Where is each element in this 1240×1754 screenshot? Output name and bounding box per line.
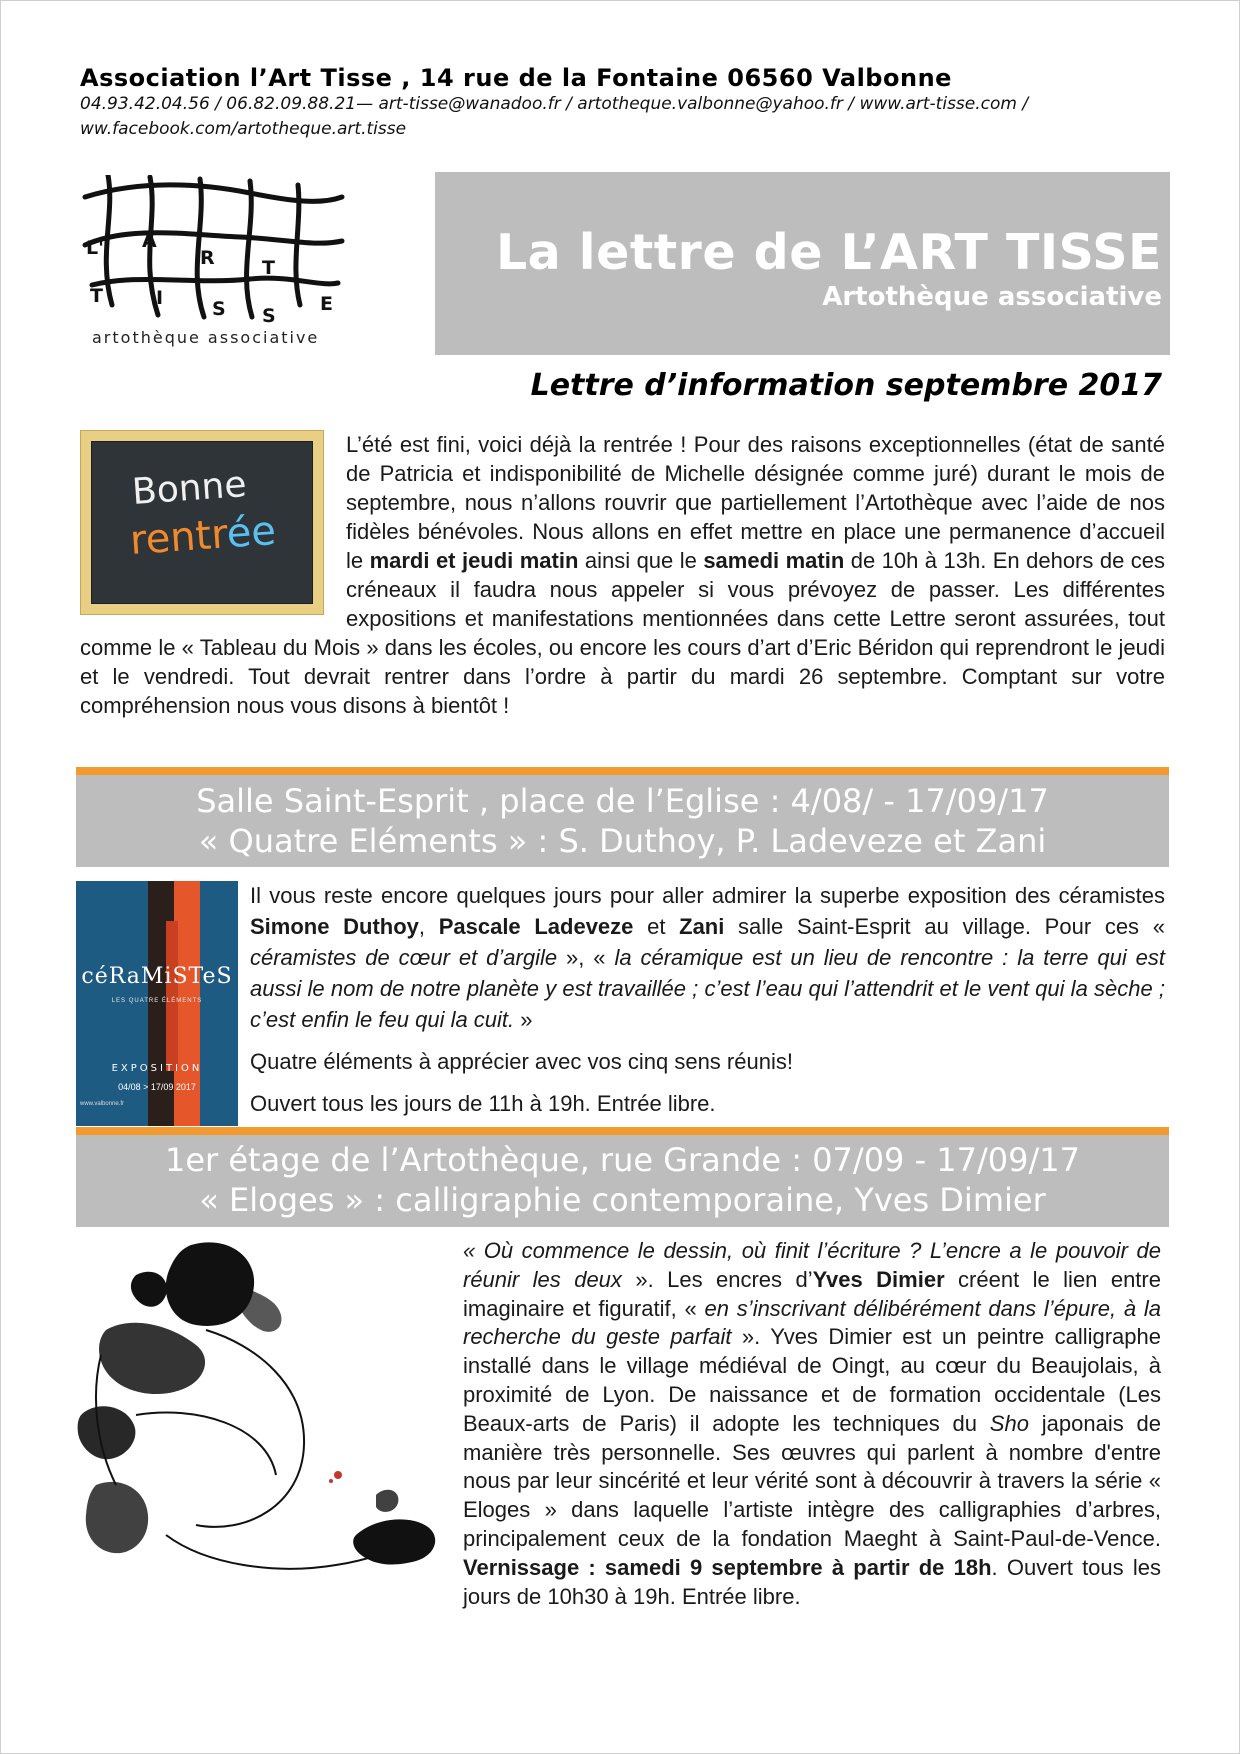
chalkboard-surface	[91, 441, 313, 604]
ceramistes-poster	[76, 881, 238, 1126]
intro-text: L’été est fini, voici déjà la rentrée ! Pour des raisons exceptionnelles (état de santé de Patricia et indisponibilité de Michelle désignée comme juré) durant le mois de septembre, nous n’allons rouvrir que partiellement l’Artothèque avec l’aide de nos fidèles bénévoles. Nous allons en effet mettre en place une permanence d’accueil le	[346, 432, 1165, 573]
text-run: ,	[418, 914, 439, 939]
text-run: », «	[557, 945, 615, 970]
exhibition-description	[76, 880, 1165, 1035]
intro-text: ainsi que le	[578, 548, 704, 573]
exhibition-tagline: Quatre éléments à apprécier avec vos cinq sens réunis!	[250, 1049, 793, 1074]
artist-name: Yves Dimier	[812, 1266, 945, 1292]
art-tisse-logo	[80, 175, 350, 355]
text-run: Il vous reste encore quelques jours pour aller admirer la superbe exposition des céramistes	[250, 883, 1165, 908]
logo-letter: T	[262, 257, 275, 279]
text-run: japonais de manière très personnelle. Ses œuvres qui parlent à nombre d'entre nous par leur sincérité et leur vérité sont à découvrir à travers la série « Eloges » dans laquelle l’artiste intègre des calligraphies d’arbres, principalement ceux de la fondation Maeght à Saint-Paul-de-Vence.	[463, 1410, 1161, 1551]
title-banner	[435, 172, 1170, 355]
newsletter-title: La lettre de L’ART TISSE	[495, 224, 1162, 281]
exhibition-hours: Ouvert tous les jours de 11h à 19h. Entrée libre.	[250, 1091, 716, 1116]
newsletter-subtitle: Artothèque associative	[822, 282, 1162, 312]
intro-bold-days: mardi et jeudi matin	[369, 548, 579, 573]
chalk-text-rentree-part1: rentr	[128, 511, 229, 565]
chalk-text-bonne: Bonne	[130, 464, 248, 513]
association-address: Association l’Art Tisse , 14 rue de la Fontaine 06560 Valbonne	[80, 64, 952, 92]
text-run: salle Saint-Esprit au village. Pour ces «	[724, 914, 1165, 939]
section-divider	[76, 767, 1169, 775]
section-saint-esprit-body	[76, 880, 1165, 1126]
text-run: ». Les encres d’	[621, 1266, 813, 1292]
quote-text: en s’inscrivant délibérément dans l’épure, à la recherche du geste parfait	[463, 1295, 1162, 1350]
logo-letter: A	[142, 230, 157, 252]
quote-text: céramistes de cœur et d’argile	[250, 945, 558, 970]
ink-calligraphy-artwork	[76, 1235, 446, 1615]
section-header-line: 1er étage de l’Artothèque, rue Grande : 07/09 - 17/09/17	[164, 1141, 1081, 1179]
chalkboard-frame	[80, 430, 324, 615]
chalk-text-rentree	[128, 507, 278, 565]
text-run: . Ouvert tous les jours de 10h30 à 19h. Entrée libre.	[463, 1554, 1161, 1609]
artist-name: Pascale Ladeveze	[438, 914, 634, 939]
text-run: »	[514, 1007, 533, 1032]
poster-subtitle: LES QUATRE ÉLÉMENTS	[111, 998, 203, 1004]
poster-title: céRaMiSTeS	[81, 964, 233, 989]
logo-letter: R	[200, 247, 215, 269]
sho-term: Sho	[989, 1410, 1029, 1436]
bonne-rentree-image	[80, 430, 330, 620]
logo-tagline: artothèque associative	[92, 328, 320, 347]
logo-letter: I	[156, 287, 164, 309]
section-header-line: Salle Saint-Esprit , place de l’Eglise : 4/08/ - 17/09/17	[196, 782, 1049, 820]
chalk-text-rentree-part2: ée	[225, 507, 278, 558]
text-run: ». Yves Dimier est un peintre calligraphe installé dans le village médiéval de Oingt, au cœur du Beaujolais, à proximité de Lyon. De naissance et de formation occidentale (Les Beaux-arts de Paris) il adopte les techniques du	[463, 1324, 1161, 1436]
logo-letter: L'	[86, 237, 104, 259]
logo-letter: E	[320, 293, 333, 315]
vernissage-info: Vernissage : samedi 9 septembre à partir de 18h	[463, 1554, 992, 1580]
section-artotheque-body	[463, 1237, 1161, 1611]
logo-letter: S	[212, 298, 226, 320]
intro-text: de 10h à 13h. En dehors de ces créneaux il faudra nous appeler si vous prévoyez de passer. Les différentes expositions et manifestations mentionnées dans cette Lettre seront assurées, tout comme le « Tableau du Mois » dans les écoles, ou encore les cours d’art d’Eric Béridon qui reprendront le jeudi et le vendredi. Tout devrait rentrer dans l’ordre à partir du mardi 26 septembre. Comptant sur votre compréhension nous vous disons à bientôt !	[80, 548, 1165, 718]
ink-figure-graphic	[76, 1235, 446, 1615]
text-run: et	[633, 914, 680, 939]
intro-paragraph	[80, 430, 1165, 720]
artist-name: Simone Duthoy	[250, 914, 419, 939]
poster-footer: www.valbonne.fr	[80, 1101, 125, 1107]
text-run: créent le lien entre imaginaire et figuratif, «	[463, 1266, 1161, 1321]
logo-letter: S	[262, 305, 276, 327]
quote-text: la céramique est un lieu de rencontre : la terre qui est aussi le nom de notre planète y est travaillée ; c’est l’eau qui l’attendrit et le vent qui la sèche ; c’est enfin le feu qui la cuit.	[250, 945, 1166, 1032]
logo-letter: T	[90, 285, 103, 307]
section-header-artotheque	[76, 1135, 1169, 1227]
poster-dates: 04/08 > 17/09 2017	[118, 1082, 196, 1092]
section-divider	[76, 1127, 1169, 1135]
poster-expo-label: EXPOSITION	[111, 1063, 203, 1074]
issue-heading: Lettre d’information septembre 2017	[530, 368, 1162, 403]
artist-name: Zani	[679, 914, 725, 939]
section-header-line: « Eloges » : calligraphie contemporaine, Yves Dimier	[199, 1181, 1046, 1219]
contact-line: 04.93.42.04.56 / 06.82.09.88.21— art-tisse@wanadoo.fr / artotheque.valbonne@yahoo.fr / www.art-tisse.com / ww.facebook.com/artotheque.art.tisse	[80, 94, 1029, 139]
intro-bold-saturday: samedi matin	[703, 548, 845, 573]
section-header-line: « Quatre Eléments » : S. Duthoy, P. Ladeveze et Zani	[198, 822, 1047, 860]
quote-text: « Où commence le dessin, où finit l’écriture ? L’encre a le pouvoir de réunir les deux	[463, 1238, 1161, 1292]
section-header-saint-esprit	[76, 775, 1169, 867]
